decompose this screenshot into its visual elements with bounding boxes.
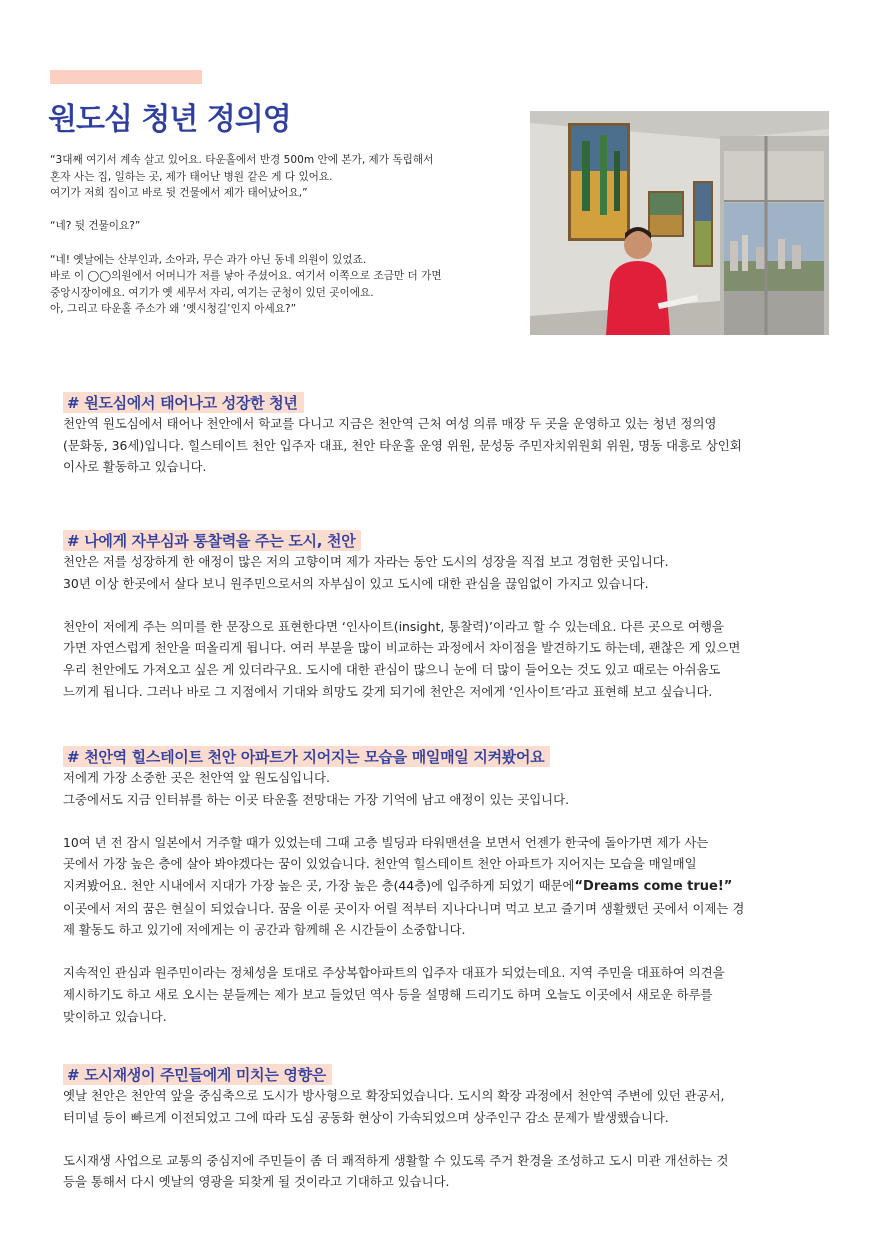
text-line: (문화동, 36세)입니다. 힐스테이트 천안 입주자 대표, 천안 타운홀 운영 위원, 문성동 주민자치위원회 위원, 명동 대흥로 상인회 [63, 437, 742, 453]
intro-line: 바로 이 ◯◯의원에서 어머니가 저를 낳아 주셨어요. 여기서 이쪽으로 조금만 더 가면 [50, 270, 442, 283]
text-line: 제시하기도 하고 새로 오시는 분들께는 제가 보고 들었던 역사 등을 설명해 드리기도 하며 오늘도 이곳에서 새로운 하루를 [63, 986, 713, 1002]
portrait-photo [530, 111, 829, 335]
section-paragraph [63, 832, 831, 941]
intro-quote [50, 152, 510, 335]
text-line: 천안역 원도심에서 태어나 천안에서 학교를 다니고 지금은 천안역 근처 여성 의류 매장 두 곳을 운영하고 있는 청년 정의영 [63, 416, 717, 431]
section-paragraph [63, 767, 831, 810]
section-paragraph [63, 616, 831, 702]
intro-paragraph [50, 152, 510, 202]
text-line [63, 875, 831, 898]
text-line: 가면 자연스럽게 천안을 떠올리게 됩니다. 여러 부분을 많이 비교하는 과정에서 차이점을 발견하기도 하는데, 괜찮은 게 있으면 [63, 640, 741, 656]
intro-line: “3대째 여기서 계속 살고 있어요. 타운홀에서 반경 500m 안에 본가, 제가 독립해서 [50, 154, 434, 166]
section-paragraph [63, 413, 831, 478]
text-line: 맞이하고 있습니다. [63, 1008, 167, 1024]
section-heading: # 천안역 힐스테이트 천안 아파트가 지어지는 모습을 매일매일 지켜봤어요 [63, 746, 550, 767]
section-paragraph [63, 1085, 831, 1128]
text-line: 천안은 저를 성장하게 한 애정이 많은 저의 고향이며 제가 자라는 동안 도시의 성장을 직접 보고 경험한 곳입니다. [63, 554, 669, 569]
intro-paragraph [50, 218, 510, 235]
intro-line: 혼자 사는 집, 일하는 곳, 제가 태어난 병원 같은 게 다 있어요. [50, 170, 333, 183]
text-line: 느끼게 됩니다. 그러나 바로 그 지점에서 기대와 희망도 갖게 되기에 천안은 저에게 ‘인사이트’라고 표현해 보고 싶습니다. [63, 683, 713, 699]
page-title: 원도심 청년 정의영 [48, 102, 291, 137]
section-paragraph [63, 962, 831, 1027]
text-line: 천안이 저에게 주는 의미를 한 문장으로 표현한다면 ‘인사이트(insight, 통찰력)’이라고 할 수 있는데요. 다른 곳으로 여행을 [63, 618, 724, 634]
section-pride [63, 530, 831, 702]
section-paragraph [63, 551, 831, 594]
section-paragraph [63, 1150, 831, 1193]
text-line: 30년 이상 한곳에서 살다 보니 원주민으로서의 자부심이 있고 도시에 대한 관심을 끊임없이 가지고 있습니다. [63, 575, 649, 591]
text-line: 우리 천안에도 가져오고 싶은 게 있더라구요. 도시에 대한 관심이 많으니 눈에 더 많이 들어오는 것도 있고 때로는 아쉬움도 [63, 661, 721, 677]
section-heading: # 나에게 자부심과 통찰력을 주는 도시, 천안 [63, 530, 361, 551]
section-origin [63, 392, 831, 478]
text-line: 등을 통해서 다시 옛날의 영광을 되찾게 될 것이라고 기대하고 있습니다. [63, 1174, 450, 1190]
text-line: 도시재생 사업으로 교통의 중심지에 주민들이 좀 더 쾌적하게 생활할 수 있도록 주거 환경을 조성하고 도시 미관 개선하는 것 [63, 1152, 729, 1168]
intro-paragraph [50, 252, 510, 318]
text-line: 터미널 등이 빠르게 이전되었고 그에 따라 도심 공동화 현상이 가속되었으며 상주인구 감소 문제가 발생했습니다. [63, 1109, 669, 1125]
text-line: 옛날 천안은 천안역 앞을 중심축으로 도시가 방사형으로 확장되었습니다. 도시의 확장 과정에서 천안역 주변에 있던 관공서, [63, 1088, 725, 1103]
intro-line: “네! 옛날에는 산부인과, 소아과, 무슨 과가 아닌 동네 의원이 있었죠. [50, 253, 367, 266]
section-urban-regeneration [63, 1064, 831, 1193]
intro-line: “네? 뒷 건물이요?” [50, 220, 141, 233]
text-fragment: 지켜봤어요. 천안 시내에서 지대가 가장 높은 곳, 가장 높은 층(44층)에 입주하게 되었기 때문에 [63, 877, 575, 893]
intro-line: 중앙시장이에요. 여기가 옛 세무서 자리, 여기는 군청이 있던 곳이에요. [50, 286, 374, 299]
text-line: 곳에서 가장 높은 층에 살아 봐야겠다는 꿈이 있었습니다. 천안역 힐스테이트 천안 아파트가 지어지는 모습을 매일매일 [63, 856, 697, 872]
text-line: 10여 년 전 잠시 일본에서 거주할 때가 있었는데 그때 고층 빌딩과 타워맨션을 보면서 언젠가 한국에 돌아가면 제가 사는 [63, 834, 709, 850]
text-line: 이곳에서 저의 꿈은 현실이 되었습니다. 꿈을 이룬 곳이자 어릴 적부터 지나다니며 먹고 보고 즐기며 생활했던 곳에서 이제는 경 [63, 900, 745, 916]
text-line: 제 활동도 하고 있기에 저에게는 이 공간과 함께해 온 시간들이 소중합니다. [63, 922, 466, 938]
section-heading: # 도시재생이 주민들에게 미치는 영향은 [63, 1064, 332, 1085]
intro-line: 아, 그리고 타운홀 주소가 왜 ‘옛시청길’인지 아세요?” [50, 303, 297, 316]
title-accent-bar [50, 70, 202, 84]
text-line: 지속적인 관심과 원주민이라는 정체성을 토대로 주상복합아파트의 입주자 대표가 되었는데요. 지역 주민을 대표하여 의견을 [63, 965, 725, 981]
text-line: 저에게 가장 소중한 곳은 천안역 앞 원도심입니다. [63, 770, 330, 785]
intro-line: 여기가 저희 집이고 바로 뒷 건물에서 제가 태어났어요,” [50, 187, 308, 200]
text-line: 그중에서도 지금 인터뷰를 하는 이곳 타운홀 전망대는 가장 기억에 남고 애정이 있는 곳입니다. [63, 791, 570, 807]
text-line: 이사로 활동하고 있습니다. [63, 459, 207, 475]
dreams-come-true-emphasis: “Dreams come true!” [574, 878, 733, 894]
section-heading: # 원도심에서 태어나고 성장한 청년 [63, 392, 304, 413]
section-hillstate [63, 746, 831, 1027]
